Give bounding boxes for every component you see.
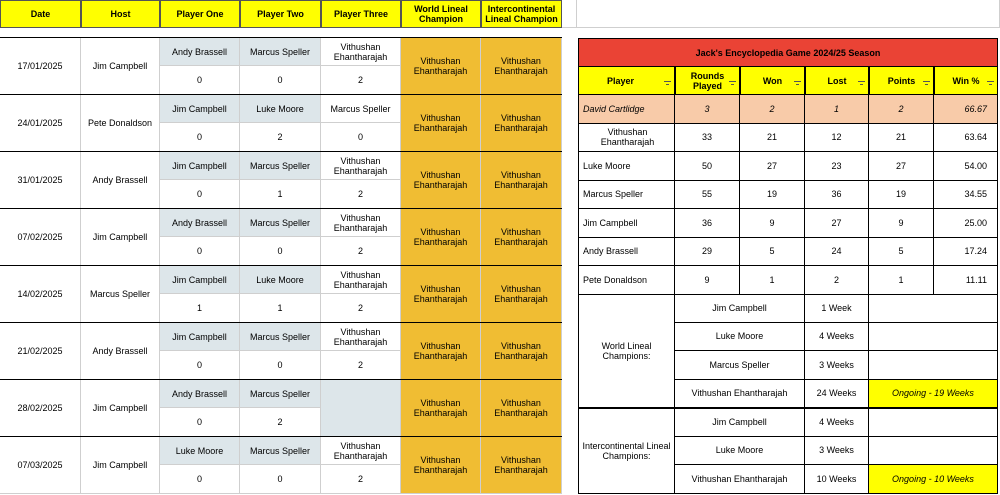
empty-header-cell[interactable] bbox=[577, 0, 1000, 28]
lost-cell[interactable]: 1 bbox=[805, 95, 869, 124]
player-one-cell[interactable]: Jim Campbell bbox=[160, 266, 240, 294]
points-cell[interactable]: 19 bbox=[869, 181, 934, 210]
col-lost-label: Lost bbox=[827, 75, 847, 86]
player-one-score[interactable]: 0 bbox=[160, 180, 240, 209]
row-divider bbox=[0, 436, 562, 437]
points-cell[interactable]: 1 bbox=[869, 266, 934, 295]
champion-name-cell[interactable]: Vithushan Ehantharajah bbox=[675, 380, 805, 409]
col-rounds-header[interactable] bbox=[675, 66, 740, 95]
host-cell[interactable]: Jim Campbell bbox=[81, 380, 160, 437]
won-cell[interactable]: 27 bbox=[740, 152, 805, 181]
player-two-score[interactable]: 0 bbox=[240, 66, 321, 95]
header-player-two[interactable]: Player Two bbox=[240, 0, 321, 28]
header-intercontinental-champion[interactable]: Intercontinental Lineal Champion bbox=[481, 0, 562, 28]
date-cell[interactable]: 24/01/2025 bbox=[0, 95, 81, 152]
world-champion-cell[interactable]: Vithushan Ehantharajah bbox=[401, 323, 481, 380]
host-cell[interactable]: Andy Brassell bbox=[81, 152, 160, 209]
winpct-cell[interactable]: 11.11 bbox=[934, 266, 998, 295]
rounds-cell[interactable]: 29 bbox=[675, 238, 740, 267]
date-cell[interactable]: 31/01/2025 bbox=[0, 152, 81, 209]
player-one-score[interactable]: 1 bbox=[160, 294, 240, 323]
header-world-champion[interactable]: World Lineal Champion bbox=[401, 0, 481, 28]
player-three-cell[interactable]: Marcus Speller bbox=[321, 95, 401, 123]
col-player-label: Player bbox=[607, 75, 635, 86]
champion-status-cell[interactable] bbox=[869, 351, 998, 380]
world-champions-label[interactable]: World Lineal Champions: bbox=[578, 294, 675, 408]
host-cell[interactable]: Jim Campbell bbox=[81, 38, 160, 95]
player-one-score[interactable]: 0 bbox=[160, 408, 240, 437]
player-two-score[interactable]: 1 bbox=[240, 294, 321, 323]
intercontinental-champion-cell[interactable]: Vithushan Ehantharajah bbox=[481, 209, 562, 266]
world-champion-cell[interactable]: Vithushan Ehantharajah bbox=[401, 380, 481, 437]
player-three-score[interactable]: 0 bbox=[321, 123, 401, 152]
header-date[interactable]: Date bbox=[0, 0, 81, 28]
winpct-cell[interactable]: 54.00 bbox=[934, 152, 998, 181]
points-cell[interactable]: 21 bbox=[869, 124, 934, 153]
player-two-score[interactable]: 0 bbox=[240, 237, 321, 266]
player-three-cell[interactable] bbox=[321, 380, 401, 437]
filter-icon[interactable] bbox=[729, 81, 736, 85]
player-two-score[interactable]: 0 bbox=[240, 465, 321, 494]
player-name-cell[interactable]: Andy Brassell bbox=[578, 238, 675, 267]
champion-weeks-cell[interactable]: 1 Week bbox=[805, 294, 869, 323]
row-divider bbox=[0, 151, 562, 152]
date-cell[interactable]: 17/01/2025 bbox=[0, 38, 81, 95]
player-one-score[interactable]: 0 bbox=[160, 66, 240, 95]
world-champion-cell[interactable]: Vithushan Ehantharajah bbox=[401, 95, 481, 152]
champion-status-cell[interactable]: Ongoing - 19 Weeks bbox=[869, 380, 998, 409]
player-one-cell[interactable]: Andy Brassell bbox=[160, 209, 240, 237]
champion-name-cell[interactable]: Jim Campbell bbox=[675, 408, 805, 437]
date-cell[interactable]: 07/02/2025 bbox=[0, 209, 81, 266]
empty-header-cell[interactable] bbox=[562, 0, 577, 28]
player-three-score[interactable]: 2 bbox=[321, 294, 401, 323]
player-one-cell[interactable]: Jim Campbell bbox=[160, 323, 240, 351]
col-points-header[interactable] bbox=[869, 66, 934, 95]
player-three-score[interactable]: 2 bbox=[321, 66, 401, 95]
champion-status-cell[interactable] bbox=[869, 437, 998, 466]
date-cell[interactable]: 21/02/2025 bbox=[0, 323, 81, 380]
row-divider bbox=[0, 322, 562, 323]
host-cell[interactable]: Jim Campbell bbox=[81, 437, 160, 494]
host-cell[interactable]: Marcus Speller bbox=[81, 266, 160, 323]
player-two-cell[interactable]: Luke Moore bbox=[240, 266, 321, 294]
header-host[interactable]: Host bbox=[81, 0, 160, 28]
lost-cell[interactable]: 12 bbox=[805, 124, 869, 153]
champion-status-cell[interactable] bbox=[869, 408, 998, 437]
champion-status-cell[interactable] bbox=[869, 323, 998, 352]
lost-cell[interactable]: 24 bbox=[805, 238, 869, 267]
player-one-score[interactable]: 0 bbox=[160, 237, 240, 266]
filter-icon[interactable] bbox=[794, 81, 801, 85]
winpct-cell[interactable]: 17.24 bbox=[934, 238, 998, 267]
col-winpct-label: Win % bbox=[952, 75, 980, 86]
player-three-score[interactable]: 2 bbox=[321, 351, 401, 380]
player-one-cell[interactable]: Luke Moore bbox=[160, 437, 240, 465]
date-cell[interactable]: 14/02/2025 bbox=[0, 266, 81, 323]
player-three-score[interactable]: 2 bbox=[321, 465, 401, 494]
won-cell[interactable]: 5 bbox=[740, 238, 805, 267]
player-three-cell[interactable]: Vithushan Ehantharajah bbox=[321, 152, 401, 180]
intercontinental-champion-cell[interactable]: Vithushan Ehantharajah bbox=[481, 437, 562, 494]
lost-cell[interactable]: 23 bbox=[805, 152, 869, 181]
rounds-cell[interactable]: 33 bbox=[675, 124, 740, 153]
winpct-cell[interactable]: 63.64 bbox=[934, 124, 998, 153]
won-cell[interactable]: 9 bbox=[740, 209, 805, 238]
row-divider bbox=[0, 37, 562, 38]
player-name-cell[interactable]: Jim Campbell bbox=[578, 209, 675, 238]
player-two-cell[interactable]: Marcus Speller bbox=[240, 437, 321, 465]
player-one-cell[interactable]: Andy Brassell bbox=[160, 380, 240, 408]
world-champion-cell[interactable]: Vithushan Ehantharajah bbox=[401, 152, 481, 209]
champion-name-cell[interactable]: Luke Moore bbox=[675, 323, 805, 352]
world-champion-cell[interactable]: Vithushan Ehantharajah bbox=[401, 38, 481, 95]
player-two-score[interactable]: 2 bbox=[240, 123, 321, 152]
filter-icon[interactable] bbox=[987, 81, 994, 85]
player-two-cell[interactable]: Marcus Speller bbox=[240, 323, 321, 351]
filter-icon[interactable] bbox=[664, 81, 671, 85]
player-two-cell[interactable]: Marcus Speller bbox=[240, 380, 321, 408]
host-cell[interactable]: Andy Brassell bbox=[81, 323, 160, 380]
player-three-cell[interactable]: Vithushan Ehantharajah bbox=[321, 38, 401, 66]
col-won-header[interactable] bbox=[740, 66, 805, 95]
player-name-cell[interactable]: David Cartlidge bbox=[578, 95, 675, 124]
world-champion-cell[interactable]: Vithushan Ehantharajah bbox=[401, 437, 481, 494]
world-champion-cell[interactable]: Vithushan Ehantharajah bbox=[401, 266, 481, 323]
world-champion-cell[interactable]: Vithushan Ehantharajah bbox=[401, 209, 481, 266]
col-points-label: Points bbox=[887, 75, 916, 86]
champion-name-cell[interactable]: Marcus Speller bbox=[675, 351, 805, 380]
filter-icon[interactable] bbox=[923, 81, 930, 85]
champion-weeks-cell[interactable]: 3 Weeks bbox=[805, 437, 869, 466]
lost-cell[interactable]: 2 bbox=[805, 266, 869, 295]
intercontinental-champion-cell[interactable]: Vithushan Ehantharajah bbox=[481, 152, 562, 209]
date-cell[interactable]: 28/02/2025 bbox=[0, 380, 81, 437]
champion-weeks-cell[interactable]: 10 Weeks bbox=[805, 465, 869, 494]
champion-weeks-cell[interactable]: 4 Weeks bbox=[805, 323, 869, 352]
lost-cell[interactable]: 36 bbox=[805, 181, 869, 210]
intercontinental-champions-label[interactable]: Intercontinental Lineal Champions: bbox=[578, 408, 675, 494]
col-won-label: Won bbox=[762, 75, 783, 86]
champion-weeks-cell[interactable]: 24 Weeks bbox=[805, 380, 869, 409]
points-cell[interactable]: 9 bbox=[869, 209, 934, 238]
player-one-cell[interactable]: Andy Brassell bbox=[160, 38, 240, 66]
player-three-cell[interactable]: Vithushan Ehantharajah bbox=[321, 437, 401, 465]
row-divider bbox=[0, 265, 562, 266]
champion-weeks-cell[interactable]: 3 Weeks bbox=[805, 351, 869, 380]
player-one-cell[interactable]: Jim Campbell bbox=[160, 95, 240, 123]
row-divider bbox=[0, 208, 562, 209]
rounds-cell[interactable]: 3 bbox=[675, 95, 740, 124]
champion-status-cell[interactable] bbox=[869, 294, 998, 323]
row-divider bbox=[0, 379, 562, 380]
player-two-score[interactable]: 1 bbox=[240, 180, 321, 209]
player-three-cell[interactable]: Vithushan Ehantharajah bbox=[321, 323, 401, 351]
date-cell[interactable]: 07/03/2025 bbox=[0, 437, 81, 494]
col-player-header[interactable] bbox=[578, 66, 675, 95]
rounds-cell[interactable]: 55 bbox=[675, 181, 740, 210]
col-winpct-header[interactable] bbox=[934, 66, 998, 95]
won-cell[interactable]: 1 bbox=[740, 266, 805, 295]
points-cell[interactable]: 2 bbox=[869, 95, 934, 124]
player-two-score[interactable]: 2 bbox=[240, 408, 321, 437]
points-cell[interactable]: 27 bbox=[869, 152, 934, 181]
winpct-cell[interactable]: 34.55 bbox=[934, 181, 998, 210]
col-lost-header[interactable] bbox=[805, 66, 869, 95]
player-three-cell[interactable]: Vithushan Ehantharajah bbox=[321, 209, 401, 237]
intercontinental-champion-cell[interactable]: Vithushan Ehantharajah bbox=[481, 323, 562, 380]
player-two-cell[interactable]: Marcus Speller bbox=[240, 38, 321, 66]
player-three-cell[interactable]: Vithushan Ehantharajah bbox=[321, 266, 401, 294]
player-name-cell[interactable]: Luke Moore bbox=[578, 152, 675, 181]
points-cell[interactable]: 5 bbox=[869, 238, 934, 267]
winpct-cell[interactable]: 25.00 bbox=[934, 209, 998, 238]
won-cell[interactable]: 21 bbox=[740, 124, 805, 153]
won-cell[interactable]: 19 bbox=[740, 181, 805, 210]
intercontinental-champion-cell[interactable]: Vithushan Ehantharajah bbox=[481, 38, 562, 95]
winpct-cell[interactable]: 66.67 bbox=[934, 95, 998, 124]
player-one-cell[interactable]: Jim Campbell bbox=[160, 152, 240, 180]
header-player-three[interactable]: Player Three bbox=[321, 0, 401, 28]
player-two-score[interactable]: 0 bbox=[240, 351, 321, 380]
champion-name-cell[interactable]: Vithushan Ehantharajah bbox=[675, 465, 805, 494]
header-player-one[interactable]: Player One bbox=[160, 0, 240, 28]
rounds-cell[interactable]: 9 bbox=[675, 266, 740, 295]
col-rounds-label: Rounds Played bbox=[690, 70, 725, 91]
standings-title[interactable]: Jack's Encyclopedia Game 2024/25 Season bbox=[578, 38, 998, 67]
player-three-score[interactable]: 2 bbox=[321, 180, 401, 209]
champion-weeks-cell[interactable]: 4 Weeks bbox=[805, 408, 869, 437]
player-name-cell[interactable]: Pete Donaldson bbox=[578, 266, 675, 295]
champion-name-cell[interactable]: Jim Campbell bbox=[675, 294, 805, 323]
player-one-score[interactable]: 0 bbox=[160, 351, 240, 380]
champion-status-cell[interactable]: Ongoing - 10 Weeks bbox=[869, 465, 998, 494]
lost-cell[interactable]: 27 bbox=[805, 209, 869, 238]
champion-name-cell[interactable]: Luke Moore bbox=[675, 437, 805, 466]
player-one-score[interactable]: 0 bbox=[160, 465, 240, 494]
rounds-cell[interactable]: 50 bbox=[675, 152, 740, 181]
player-two-cell[interactable]: Marcus Speller bbox=[240, 209, 321, 237]
host-cell[interactable]: Jim Campbell bbox=[81, 209, 160, 266]
player-one-score[interactable]: 0 bbox=[160, 123, 240, 152]
player-two-cell[interactable]: Luke Moore bbox=[240, 95, 321, 123]
intercontinental-champion-cell[interactable]: Vithushan Ehantharajah bbox=[481, 266, 562, 323]
player-three-score[interactable]: 2 bbox=[321, 237, 401, 266]
intercontinental-champion-cell[interactable]: Vithushan Ehantharajah bbox=[481, 380, 562, 437]
row-divider bbox=[0, 94, 562, 95]
intercontinental-champion-cell[interactable]: Vithushan Ehantharajah bbox=[481, 95, 562, 152]
filter-icon[interactable] bbox=[858, 81, 865, 85]
player-name-cell[interactable]: Vithushan Ehantharajah bbox=[578, 124, 675, 153]
player-two-cell[interactable]: Marcus Speller bbox=[240, 152, 321, 180]
host-cell[interactable]: Pete Donaldson bbox=[81, 95, 160, 152]
player-name-cell[interactable]: Marcus Speller bbox=[578, 181, 675, 210]
won-cell[interactable]: 2 bbox=[740, 95, 805, 124]
rounds-cell[interactable]: 36 bbox=[675, 209, 740, 238]
